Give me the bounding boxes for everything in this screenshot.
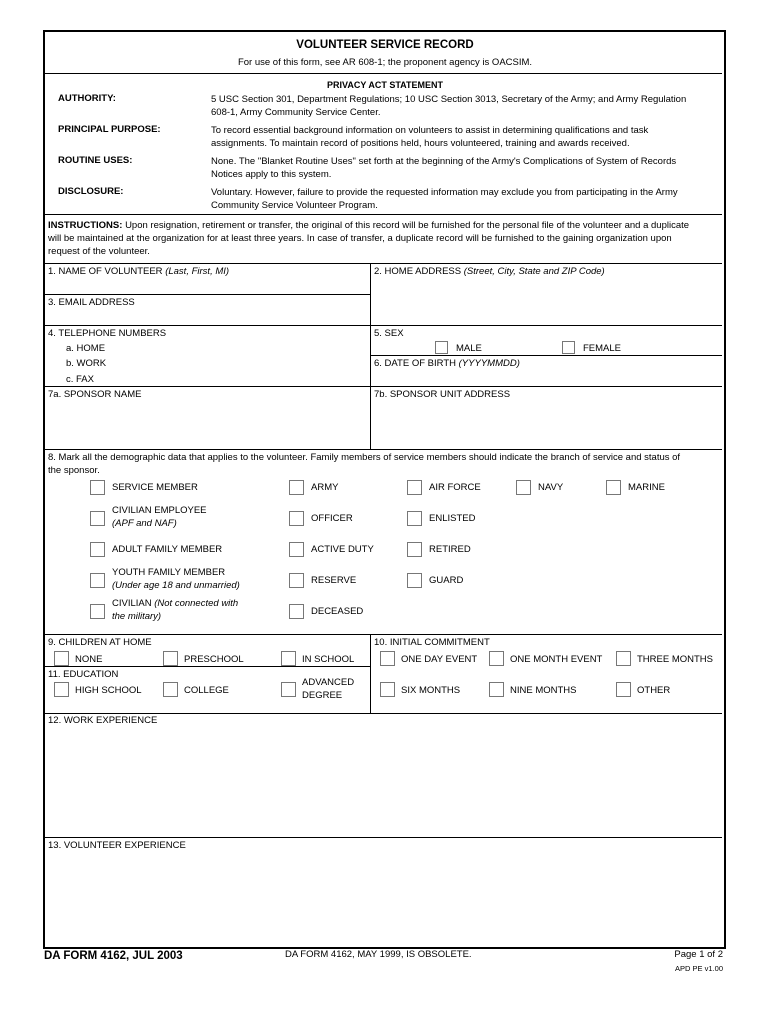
- demographics-instruction-2: the sponsor.: [48, 465, 100, 476]
- work-experience-field[interactable]: [46, 728, 720, 836]
- purpose-text-2: assignments. To maintain record of positions held, hours volunteered, training and awards received.: [211, 138, 630, 149]
- authority-label: AUTHORITY:: [58, 93, 116, 104]
- children-none-label: NONE: [75, 654, 103, 665]
- female-checkbox[interactable]: [562, 341, 575, 354]
- phone-home-field[interactable]: [120, 341, 365, 354]
- address-field[interactable]: [372, 278, 720, 324]
- purpose-label: PRINCIPAL PURPOSE:: [58, 124, 161, 135]
- navy-label: NAVY: [538, 482, 564, 493]
- college-checkbox[interactable]: [163, 682, 178, 697]
- active-duty-checkbox[interactable]: [289, 542, 304, 557]
- army-checkbox[interactable]: [289, 480, 304, 495]
- officer-label: OFFICER: [311, 513, 353, 524]
- name-label: 1. NAME OF VOLUNTEER (Last, First, MI): [48, 266, 230, 277]
- sponsor-name-field[interactable]: [44, 401, 369, 448]
- purpose-text-1: To record essential background information on volunteers to assist in determining qualifications and task: [211, 125, 649, 136]
- divider: [44, 449, 722, 450]
- disclosure-text-1: Voluntary. However, failure to provide the requested information may exclude you from participating in the Army: [211, 187, 678, 198]
- name-field[interactable]: [44, 278, 369, 294]
- other-checkbox[interactable]: [616, 682, 631, 697]
- disclosure-text-2: Community Service Volunteer Program.: [211, 200, 378, 211]
- college-label: COLLEGE: [184, 685, 229, 696]
- service-member-label: SERVICE MEMBER: [112, 482, 198, 493]
- instructions-line-1: [48, 219, 689, 232]
- army-label: ARMY: [311, 482, 339, 493]
- instructions-line-3: request of the volunteer.: [48, 246, 150, 257]
- active-duty-label: ACTIVE DUTY: [311, 544, 374, 555]
- volunteer-experience-label: 13. VOLUNTEER EXPERIENCE: [48, 840, 186, 851]
- routine-label: ROUTINE USES:: [58, 155, 133, 166]
- civilian-employee-label: CIVILIAN EMPLOYEE: [112, 505, 207, 516]
- high-school-checkbox[interactable]: [54, 682, 69, 697]
- divider: [370, 355, 722, 356]
- form-id: DA FORM 4162, JUL 2003: [44, 950, 183, 962]
- instructions-label: INSTRUCTIONS:: [48, 220, 123, 231]
- divider: [44, 666, 370, 667]
- email-field[interactable]: [44, 309, 369, 324]
- phone-fax-label: c. FAX: [66, 374, 94, 385]
- advanced-degree-label: ADVANCED: [302, 677, 355, 688]
- privacy-heading: PRIVACY ACT STATEMENT: [326, 80, 443, 90]
- civilian-employee-hint: (APF and NAF): [112, 518, 177, 529]
- sponsor-address-field[interactable]: [372, 401, 720, 448]
- high-school-label: HIGH SCHOOL: [75, 685, 142, 696]
- three-months-label: THREE MONTHS: [637, 654, 713, 665]
- deceased-label: DECEASED: [311, 606, 364, 617]
- form-title: VOLUNTEER SERVICE RECORD: [296, 39, 474, 51]
- divider: [44, 634, 722, 635]
- retired-label: RETIRED: [429, 544, 471, 555]
- routine-text-1: None. The "Blanket Routine Uses" set forth at the beginning of the Army's Complications of System of Records: [211, 156, 677, 167]
- obsolete-notice: DA FORM 4162, MAY 1999, IS OBSOLETE.: [285, 949, 472, 960]
- email-label: 3. EMAIL ADDRESS: [48, 297, 135, 308]
- reserve-checkbox[interactable]: [289, 573, 304, 588]
- children-preschool-label: PRESCHOOL: [184, 654, 244, 665]
- navy-checkbox[interactable]: [516, 480, 531, 495]
- civilian-label: CIVILIAN (Not connected with: [112, 598, 239, 609]
- phone-work-label: b. WORK: [66, 358, 107, 369]
- air-force-label: AIR FORCE: [429, 482, 481, 493]
- sponsor-name-label: 7a. SPONSOR NAME: [48, 389, 142, 400]
- column-divider: [370, 634, 371, 713]
- divider: [44, 73, 722, 74]
- enlisted-checkbox[interactable]: [407, 511, 422, 526]
- children-in-school-checkbox[interactable]: [281, 651, 296, 666]
- marine-checkbox[interactable]: [606, 480, 621, 495]
- marine-label: MARINE: [628, 482, 665, 493]
- commitment-label: 10. INITIAL COMMITMENT: [374, 637, 490, 648]
- children-in-school-label: IN SCHOOL: [302, 654, 355, 665]
- advanced-degree-checkbox[interactable]: [281, 682, 296, 697]
- youth-family-checkbox[interactable]: [90, 573, 105, 588]
- form-subtitle: For use of this form, see AR 608-1; the proponent agency is OACSIM.: [237, 57, 533, 68]
- youth-family-hint: (Under age 18 and unmarried): [112, 580, 240, 591]
- deceased-checkbox[interactable]: [289, 604, 304, 619]
- one-day-checkbox[interactable]: [380, 651, 395, 666]
- children-none-checkbox[interactable]: [54, 651, 69, 666]
- work-experience-label: 12. WORK EXPERIENCE: [48, 715, 158, 726]
- civilian-hint: (Not connected with: [154, 598, 239, 609]
- page-number: Page 1 of 2: [674, 949, 723, 960]
- enlisted-label: ENLISTED: [429, 513, 476, 524]
- dob-label: 6. DATE OF BIRTH (YYYYMMDD): [374, 358, 520, 369]
- male-checkbox[interactable]: [435, 341, 448, 354]
- name-hint: (Last, First, MI): [165, 266, 230, 277]
- volunteer-experience-field[interactable]: [46, 853, 720, 943]
- civilian-checkbox[interactable]: [90, 604, 105, 619]
- nine-months-checkbox[interactable]: [489, 682, 504, 697]
- instructions-line-2: will be maintained at the organization for at least three years. In case of transfer, a duplicate record will be furnished to the gaining organization upon: [48, 233, 672, 244]
- divider: [44, 386, 722, 387]
- column-divider: [370, 263, 371, 449]
- divider: [44, 294, 370, 295]
- adult-family-label: ADULT FAMILY MEMBER: [112, 544, 223, 555]
- officer-checkbox[interactable]: [289, 511, 304, 526]
- guard-label: GUARD: [429, 575, 464, 586]
- three-months-checkbox[interactable]: [616, 651, 631, 666]
- divider: [44, 263, 722, 264]
- other-label: OTHER: [637, 685, 671, 696]
- dob-hint: (YYYYMMDD): [458, 358, 520, 369]
- male-label: MALE: [456, 343, 482, 354]
- guard-checkbox[interactable]: [407, 573, 422, 588]
- sex-label: 5. SEX: [374, 328, 404, 339]
- one-month-label: ONE MONTH EVENT: [510, 654, 603, 665]
- reserve-label: RESERVE: [311, 575, 357, 586]
- instructions-text: Upon resignation, retirement or transfer, the original of this record will be furnished for the personal file of the volunteer and a duplicate: [125, 220, 690, 231]
- phone-fax-field[interactable]: [120, 372, 365, 385]
- female-label: FEMALE: [583, 343, 622, 354]
- air-force-checkbox[interactable]: [407, 480, 422, 495]
- divider: [44, 837, 722, 838]
- adult-family-checkbox[interactable]: [90, 542, 105, 557]
- dob-field[interactable]: [372, 370, 720, 385]
- children-preschool-checkbox[interactable]: [163, 651, 178, 666]
- phone-work-field[interactable]: [120, 356, 365, 369]
- education-label: 11. EDUCATION: [48, 669, 119, 680]
- version: APD PE v1.00: [675, 964, 723, 973]
- advanced-degree-label-2: DEGREE: [302, 690, 343, 701]
- children-label: 9. CHILDREN AT HOME: [48, 637, 152, 648]
- divider: [44, 713, 722, 714]
- demographics-instruction-1: 8. Mark all the demographic data that applies to the volunteer. Family members of service members should indicate the branch of service and status of: [48, 452, 681, 463]
- phone-label: 4. TELEPHONE NUMBERS: [48, 328, 167, 339]
- one-day-label: ONE DAY EVENT: [401, 654, 478, 665]
- address-hint: (Street, City, State and ZIP Code): [463, 266, 605, 277]
- service-member-checkbox[interactable]: [90, 480, 105, 495]
- nine-months-label: NINE MONTHS: [510, 685, 577, 696]
- retired-checkbox[interactable]: [407, 542, 422, 557]
- phone-home-label: a. HOME: [66, 343, 106, 354]
- address-label: 2. HOME ADDRESS (Street, City, State and ZIP Code): [374, 266, 605, 277]
- divider: [44, 214, 722, 215]
- routine-text-2: Notices apply to this system.: [211, 169, 332, 180]
- civilian-hint-2: the military): [112, 611, 162, 622]
- divider: [44, 325, 722, 326]
- authority-text-1: 5 USC Section 301, Department Regulations; 10 USC Section 3013, Secretary of the Army; and Army Regulation: [211, 94, 687, 105]
- youth-family-label: YOUTH FAMILY MEMBER: [112, 567, 226, 578]
- sponsor-address-label: 7b. SPONSOR UNIT ADDRESS: [374, 389, 511, 400]
- civilian-employee-checkbox[interactable]: [90, 511, 105, 526]
- six-months-label: SIX MONTHS: [401, 685, 461, 696]
- six-months-checkbox[interactable]: [380, 682, 395, 697]
- one-month-checkbox[interactable]: [489, 651, 504, 666]
- authority-text-2: 608-1, Army Community Service Center.: [211, 107, 381, 118]
- disclosure-label: DISCLOSURE:: [58, 186, 124, 197]
